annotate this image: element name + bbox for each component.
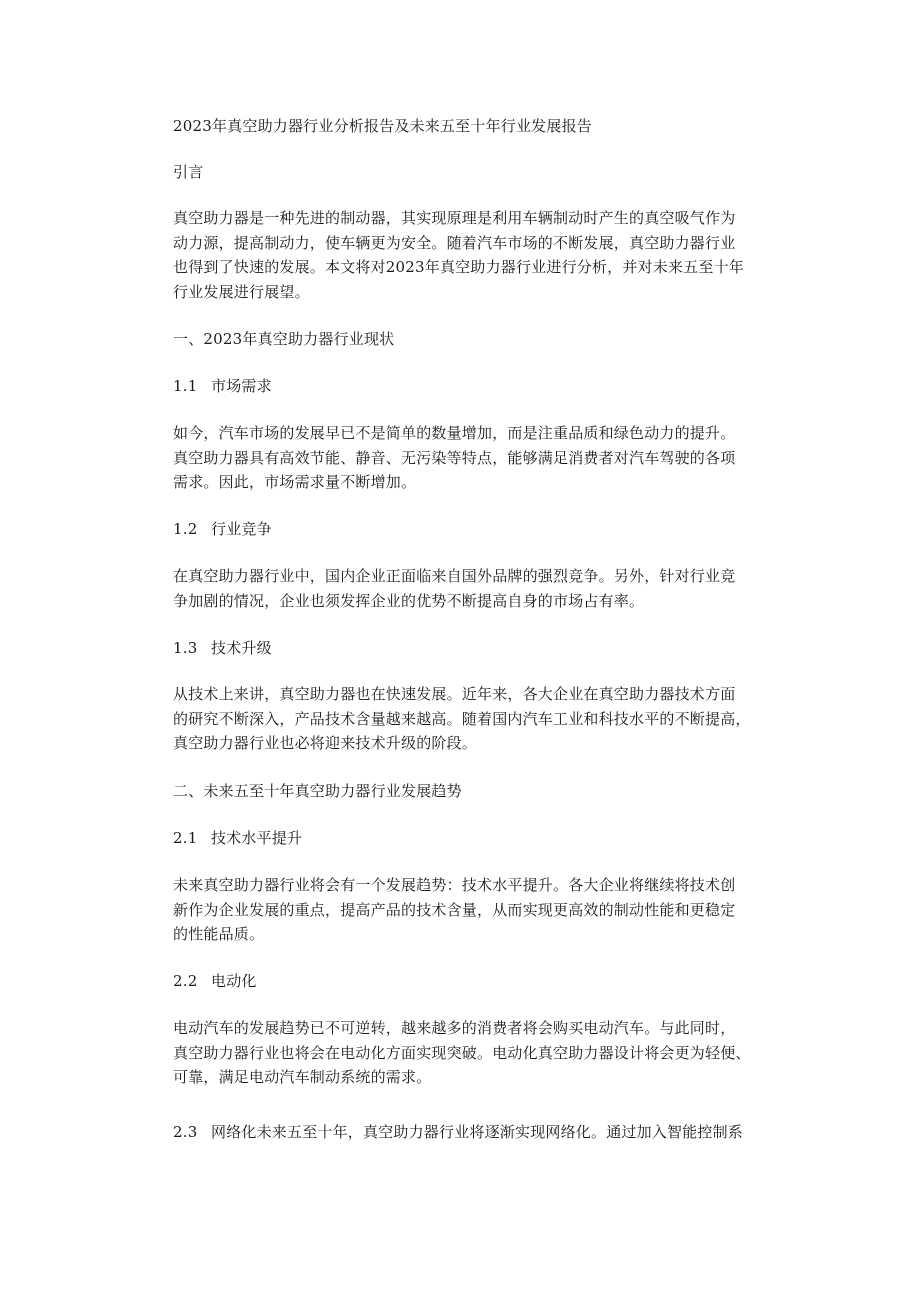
intro-paragraph — [173, 206, 765, 304]
section-heading-1-2 — [173, 517, 765, 542]
section-title: 行业竞争 — [211, 520, 272, 538]
paragraph-line: 从技术上来讲，真空助力器也在快速发展。近年来，各大企业在真空助力器技术方面 — [173, 685, 736, 703]
paragraph-line: 新作为企业发展的重点，提高产品的技术含量，从而实现更高效的制动性能和更稳定 — [173, 900, 736, 919]
paragraph-line: 电动汽车的发展趋势已不可逆转，越来越多的消费者将会购买电动汽车。与此同时， — [173, 1019, 736, 1037]
section-number: 1.2 — [173, 520, 198, 538]
paragraph-2-2 — [173, 1016, 765, 1090]
paragraph-2-1 — [173, 873, 765, 947]
paragraph-line: 真空助力器具有高效节能、静音、无污染等特点，能够满足消费者对汽车驾驶的各项 — [173, 448, 736, 467]
paragraph-line: 行业发展进行展望。 — [173, 282, 310, 301]
paragraph-1-3 — [173, 682, 765, 756]
part2-heading: 二、未来五至十年真空助力器行业发展趋势 — [173, 782, 462, 800]
section-heading-2-3 — [173, 1120, 765, 1145]
section-title: 网络化未来五至十年，真空助力器行业将逐渐实现网络化。通过加入智能控制系 — [211, 1123, 744, 1141]
paragraph-line: 需求。因此，市场需求量不断增加。 — [173, 473, 417, 491]
section-heading-2-1 — [173, 826, 765, 851]
paragraph-line: 如今，汽车市场的发展早已不是简单的数量增加，而是注重品质和绿色动力的提升。 — [173, 424, 736, 442]
section-title: 电动化 — [211, 972, 257, 990]
section-title: 技术升级 — [211, 639, 272, 657]
section-heading-1-1 — [173, 374, 765, 399]
document-title: 2023年真空助力器行业分析报告及未来五至十年行业发展报告 — [173, 117, 592, 135]
paragraph-1-1 — [173, 421, 765, 495]
section-heading-2-2 — [173, 969, 765, 994]
paragraph-line: 在真空助力器行业中，国内企业正面临来自国外品牌的强烈竞争。另外，针对行业竞 — [173, 567, 736, 585]
section-heading-1-3 — [173, 636, 765, 661]
section-title: 技术水平提升 — [211, 829, 303, 847]
paragraph-line: 未来真空助力器行业将会有一个发展趋势：技术水平提升。各大企业将继续将技术创 — [173, 876, 736, 894]
paragraph-line: 争加剧的情况，企业也须发挥企业的优势不断提高自身的市场占有率。 — [173, 591, 645, 610]
intro-heading: 引言 — [173, 163, 204, 181]
paragraph-line: 的性能品质。 — [173, 925, 265, 943]
section-number: 2.1 — [173, 829, 198, 847]
paragraph-line: 的研究不断深入，产品技术含量越来越高。随着国内汽车工业和科技水平的不断提高， — [173, 709, 751, 728]
section-number: 1.1 — [173, 377, 198, 395]
paragraph-line: 可靠，满足电动汽车制动系统的需求。 — [173, 1068, 432, 1086]
paragraph-line: 也得到了快速的发展。本文将对2023年真空助力器行业进行分析，并对未来五至十年 — [173, 258, 744, 276]
paragraph-line: 真空助力器行业也必将迎来技术升级的阶段。 — [173, 734, 478, 752]
section-title: 市场需求 — [211, 377, 272, 395]
paragraph-1-2 — [173, 564, 765, 613]
paragraph-line: 真空助力器行业也将会在电动化方面实现突破。电动化真空助力器设计将会更为轻便、 — [173, 1043, 751, 1062]
part1-heading: 一、2023年真空助力器行业现状 — [173, 330, 395, 348]
paragraph-line: 真空助力器是一种先进的制动器，其实现原理是利用车辆制动时产生的真空吸气作为 — [173, 209, 736, 227]
section-number: 1.3 — [173, 639, 198, 657]
section-number: 2.2 — [173, 972, 198, 990]
section-number: 2.3 — [173, 1123, 198, 1141]
paragraph-line: 动力源，提高制动力，使车辆更为安全。随着汽车市场的不断发展，真空助力器行业 — [173, 233, 736, 252]
